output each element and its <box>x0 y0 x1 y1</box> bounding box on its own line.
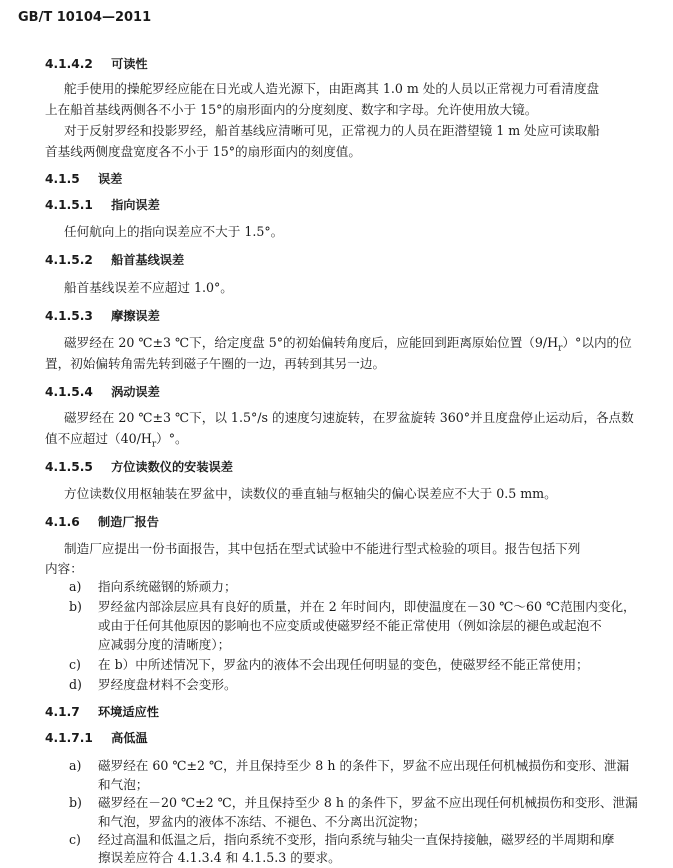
paragraph-line: 制造厂应提出一份书面报告，其中包括在型式试验中不能进行型式检验的项目。报告包括下列 <box>64 541 581 556</box>
list-item: 罗经度盘材料不会变形。 <box>98 677 237 692</box>
section-number: 4.1.5.4 <box>45 385 93 399</box>
list-item-cont: 和气泡，罗盆内的液体不冻结、不褪色、不分离出沉淀物； <box>98 814 426 829</box>
list-item: 经过高温和低温之后，指向系统不变形，指向系统与轴尖一直保持接触，磁罗经的半周期和摩 <box>98 832 615 847</box>
heading-4-1-5-3 <box>45 307 160 325</box>
heading-4-1-4-2 <box>45 55 148 73</box>
paragraph-line: 对于反射罗经和投影罗经，船首基线应清晰可见，正常视力的人员在距潜望镜 1 m 处应可读取船 <box>64 123 600 138</box>
heading-4-1-7 <box>45 703 159 721</box>
paragraph-line: 舵手使用的操舵罗经应能在日光或人造光源下，由距离其 1.0 m 处的人员以正常视力可看清度盘 <box>64 81 600 96</box>
paragraph-line <box>64 334 632 358</box>
heading-4-1-5-2 <box>45 251 184 269</box>
text-run: 磁罗经在 20 ℃±3 ℃下，给定度盘 5°的初始偏转角度后，应能回到距离原始位置（9/H <box>64 335 559 350</box>
list-item: 磁罗经在 60 ℃±2 ℃，并且保持至少 8 h 的条件下，罗盆不应出现任何机械损伤和变形、泄漏 <box>98 758 630 773</box>
section-number: 4.1.7.1 <box>45 731 93 745</box>
list-label: c) <box>69 657 81 672</box>
paragraph-line: 磁罗经在 20 ℃±3 ℃下，以 1.5°/s 的速度匀速旋转，在罗盆旋转 360°并且度盘停止运动后，各点数 <box>64 410 634 425</box>
standard-header: GB/T 10104—2011 <box>18 10 152 25</box>
section-number: 4.1.4.2 <box>45 57 93 71</box>
paragraph-line <box>45 430 619 454</box>
list-item-cont: 或由于任何其他原因的影响也不应变质或使磁罗经不能正常使用（例如涂层的褪色或起泡不 <box>98 618 602 633</box>
text-run: ）°。 <box>156 431 188 446</box>
section-number: 4.1.5.1 <box>45 198 93 212</box>
section-title: 高低温 <box>111 731 148 745</box>
list-item-cont: 和气泡； <box>98 777 149 792</box>
heading-4-1-6 <box>45 513 159 531</box>
text-run: ）°以内的位 <box>562 335 632 350</box>
section-title: 摩擦误差 <box>111 309 160 323</box>
list-item: 指向系统磁钢的矫顽力； <box>98 579 237 594</box>
list-item: 在 b）中所述情况下，罗盆内的液体不会出现任何明显的变色，使磁罗经不能正常使用； <box>98 657 589 672</box>
heading-4-1-5-4 <box>45 383 160 401</box>
list-label: d) <box>69 677 82 692</box>
section-title: 指向误差 <box>111 198 160 212</box>
section-title: 可读性 <box>111 57 148 71</box>
heading-4-1-5 <box>45 170 122 188</box>
heading-4-1-7-1 <box>45 729 148 747</box>
section-title: 船首基线误差 <box>111 253 185 267</box>
subscript: r <box>151 439 157 450</box>
text-run: 值不应超过（40/H <box>45 431 152 446</box>
section-number: 4.1.6 <box>45 515 80 529</box>
list-label: a) <box>69 758 82 773</box>
list-item: 磁罗经在－20 ℃±2 ℃，并且保持至少 8 h 的条件下，罗盆不应出现任何机械损伤和变形、泄漏 <box>98 795 638 810</box>
paragraph-line: 置，初始偏转角需先转到磁子午圈的一边，再转到其另一边。 <box>45 356 386 371</box>
paragraph-line: 上在船首基线两侧各不小于 15°的扇形面内的分度刻度、数字和字母。允许使用放大镜。 <box>45 102 538 117</box>
section-title: 制造厂报告 <box>97 515 159 529</box>
heading-4-1-5-1 <box>45 196 160 214</box>
section-title: 方位读数仪的安装误差 <box>111 460 233 474</box>
list-label: a) <box>69 579 82 594</box>
section-number: 4.1.5 <box>45 172 80 186</box>
paragraph-line: 内容： <box>45 561 83 576</box>
section-title: 环境适应性 <box>97 705 159 719</box>
list-item-cont: 擦误差应符合 4.1.3.4 和 4.1.5.3 的要求。 <box>98 850 341 865</box>
paragraph-line: 首基线两侧度盘宽度各不小于 15°的扇形面内的刻度值。 <box>45 144 361 159</box>
heading-4-1-5-5 <box>45 458 233 476</box>
paragraph-line: 船首基线误差不应超过 1.0°。 <box>64 280 233 295</box>
section-number: 4.1.5.3 <box>45 309 93 323</box>
paragraph-line: 方位读数仪用枢轴装在罗盆中，读数仪的垂直轴与枢轴尖的偏心误差应不大于 0.5 mm。 <box>64 486 557 501</box>
list-label: c) <box>69 832 81 847</box>
section-number: 4.1.7 <box>45 705 80 719</box>
paragraph-line: 任何航向上的指向误差应不大于 1.5°。 <box>64 224 284 239</box>
list-item-cont: 应减弱分度的清晰度）； <box>98 637 231 652</box>
section-number: 4.1.5.5 <box>45 460 93 474</box>
subscript: r <box>558 343 563 354</box>
section-title: 误差 <box>97 172 123 186</box>
list-label: b) <box>69 795 82 810</box>
section-number: 4.1.5.2 <box>45 253 93 267</box>
section-title: 涡动误差 <box>111 385 160 399</box>
list-item: 罗经盆内部涂层应具有良好的质量，并在 2 年时间内，即使温度在－30 ℃～60 ℃范围内变化， <box>98 599 636 614</box>
list-label: b) <box>69 599 82 614</box>
